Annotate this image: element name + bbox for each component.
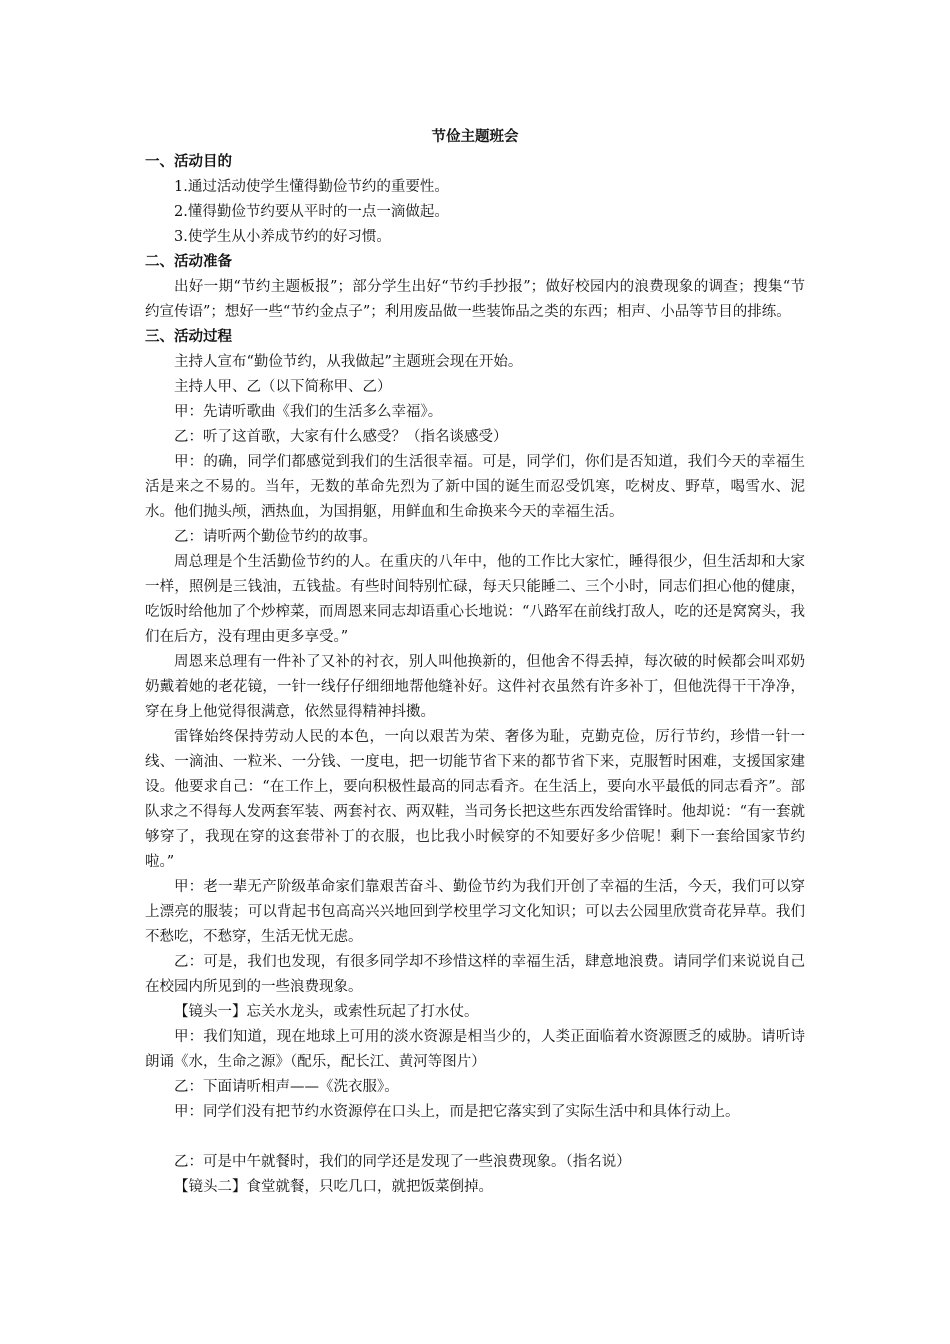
paragraph: 3.使学生从小养成节约的好习惯。 <box>174 229 391 245</box>
paragraph: 周恩来总理有一件补了又补的衬衣，别人叫他换新的，但他舍不得丢掉，每次破的时候都会叫邓奶奶戴着她的老花镜，一针一线仔仔细细地帮他缝补好。这件衬衣虽然有许多补丁，但他洗得干干净净，穿在身上他觉得很满意，依然显得精神抖擞。 <box>145 654 805 720</box>
paragraph: 【镜头一】忘关水龙头，或索性玩起了打水仗。 <box>174 1004 479 1020</box>
paragraph: 甲：老一辈无产阶级革命家们靠艰苦奋斗、勤俭节约为我们开创了幸福的生活，今天，我们可以穿上漂亮的服装；可以背起书包高高兴兴地回到学校里学习文化知识；可以去公园里欣赏奇花异草。我们不愁吃，不愁穿，生活无忧无虑。 <box>145 879 805 945</box>
section-heading-process: 三、活动过程 <box>145 329 232 345</box>
section-heading-preparation: 二、活动准备 <box>145 254 232 270</box>
paragraph: 周总理是个生活勤俭节约的人。在重庆的八年中，他的工作比大家忙，睡得很少，但生活却和大家一样，照例是三钱油，五钱盐。有些时间特别忙碌，每天只能睡二、三个小时，同志们担心他的健康，吃饭时给他加了个炒榨菜，而周恩来同志却语重心长地说：“八路军在前线打敌人，吃的还是窝窝头，我们在后方，没有理由更多享受。” <box>145 554 805 645</box>
paragraph: 出好一期“节约主题板报”；部分学生出好“节约手抄报”；做好校园内的浪费现象的调查；搜集“节约宣传语”；想好一些“节约金点子”；利用废品做一些装饰品之类的东西；相声、小品等节目的排练。 <box>145 279 805 320</box>
paragraph: 乙：可是，我们也发现，有很多同学却不珍惜这样的幸福生活，肆意地浪费。请同学们来说说自己在校园内所见到的一些浪费现象。 <box>145 954 805 995</box>
paragraph: 【镜头二】食堂就餐，只吃几口，就把饭菜倒掉。 <box>174 1179 493 1195</box>
paragraph: 甲：先请听歌曲《我们的生活多么幸福》。 <box>174 404 443 420</box>
paragraph: 甲：我们知道，现在地球上可用的淡水资源是相当少的，人类正面临着水资源匮乏的威胁。请听诗朗诵《水，生命之源》（配乐，配长江、黄河等图片） <box>145 1029 805 1070</box>
paragraph: 主持人甲、乙（以下简称甲、乙） <box>174 379 392 395</box>
document-title: 节俭主题班会 <box>431 129 519 145</box>
paragraph: 2.懂得勤俭节约要从平时的一点一滴做起。 <box>174 204 449 220</box>
paragraph: 甲：同学们没有把节约水资源停在口头上，而是把它落实到了实际生活中和具体行动上。 <box>174 1104 740 1120</box>
section-heading-purpose: 一、活动目的 <box>145 154 232 170</box>
paragraph: 乙：可是中午就餐时，我们的同学还是发现了一些浪费现象。（指名说） <box>174 1154 631 1170</box>
paragraph: 乙：听了这首歌，大家有什么感受？（指名谈感受） <box>174 429 508 445</box>
paragraph: 乙：下面请听相声——《洗衣服》。 <box>174 1079 399 1095</box>
document-page <box>145 120 805 1200</box>
paragraph: 1.通过活动使学生懂得勤俭节约的重要性。 <box>174 179 449 195</box>
paragraph: 主持人宣布“勤俭节约，从我做起”主题班会现在开始。 <box>174 354 523 370</box>
paragraph: 甲：的确，同学们都感觉到我们的生活很幸福。可是，同学们，你们是否知道，我们今天的幸福生活是来之不易的。当年，无数的革命先烈为了新中国的诞生而忍受饥寒，吃树皮、野草，喝雪水、泥水。他们抛头颅，洒热血，为国捐躯，用鲜血和生命换来今天的幸福生活。 <box>145 454 805 520</box>
blank-line <box>145 1125 805 1150</box>
paragraph: 乙：请听两个勤俭节约的故事。 <box>174 529 377 545</box>
paragraph: 雷锋始终保持劳动人民的本色，一向以艰苦为荣、奢侈为耻，克勤克俭，厉行节约，珍惜一针一线、一滴油、一粒米、一分钱、一度电，把一切能节省下来的都节省下来，克服暂时困难，支援国家建设。他要求自己：“在工作上，要向积极性最高的同志看齐。在生活上，要向水平最低的同志看齐”。部队求之不得每人发两套军装、两套衬衣、两双鞋，当司务长把这些东西发给雷锋时。他却说：“有一套就够穿了，我现在穿的这套带补丁的衣服，也比我小时候穿的不知要好多少倍呢！剩下一套给国家节约啦。” <box>145 729 805 870</box>
